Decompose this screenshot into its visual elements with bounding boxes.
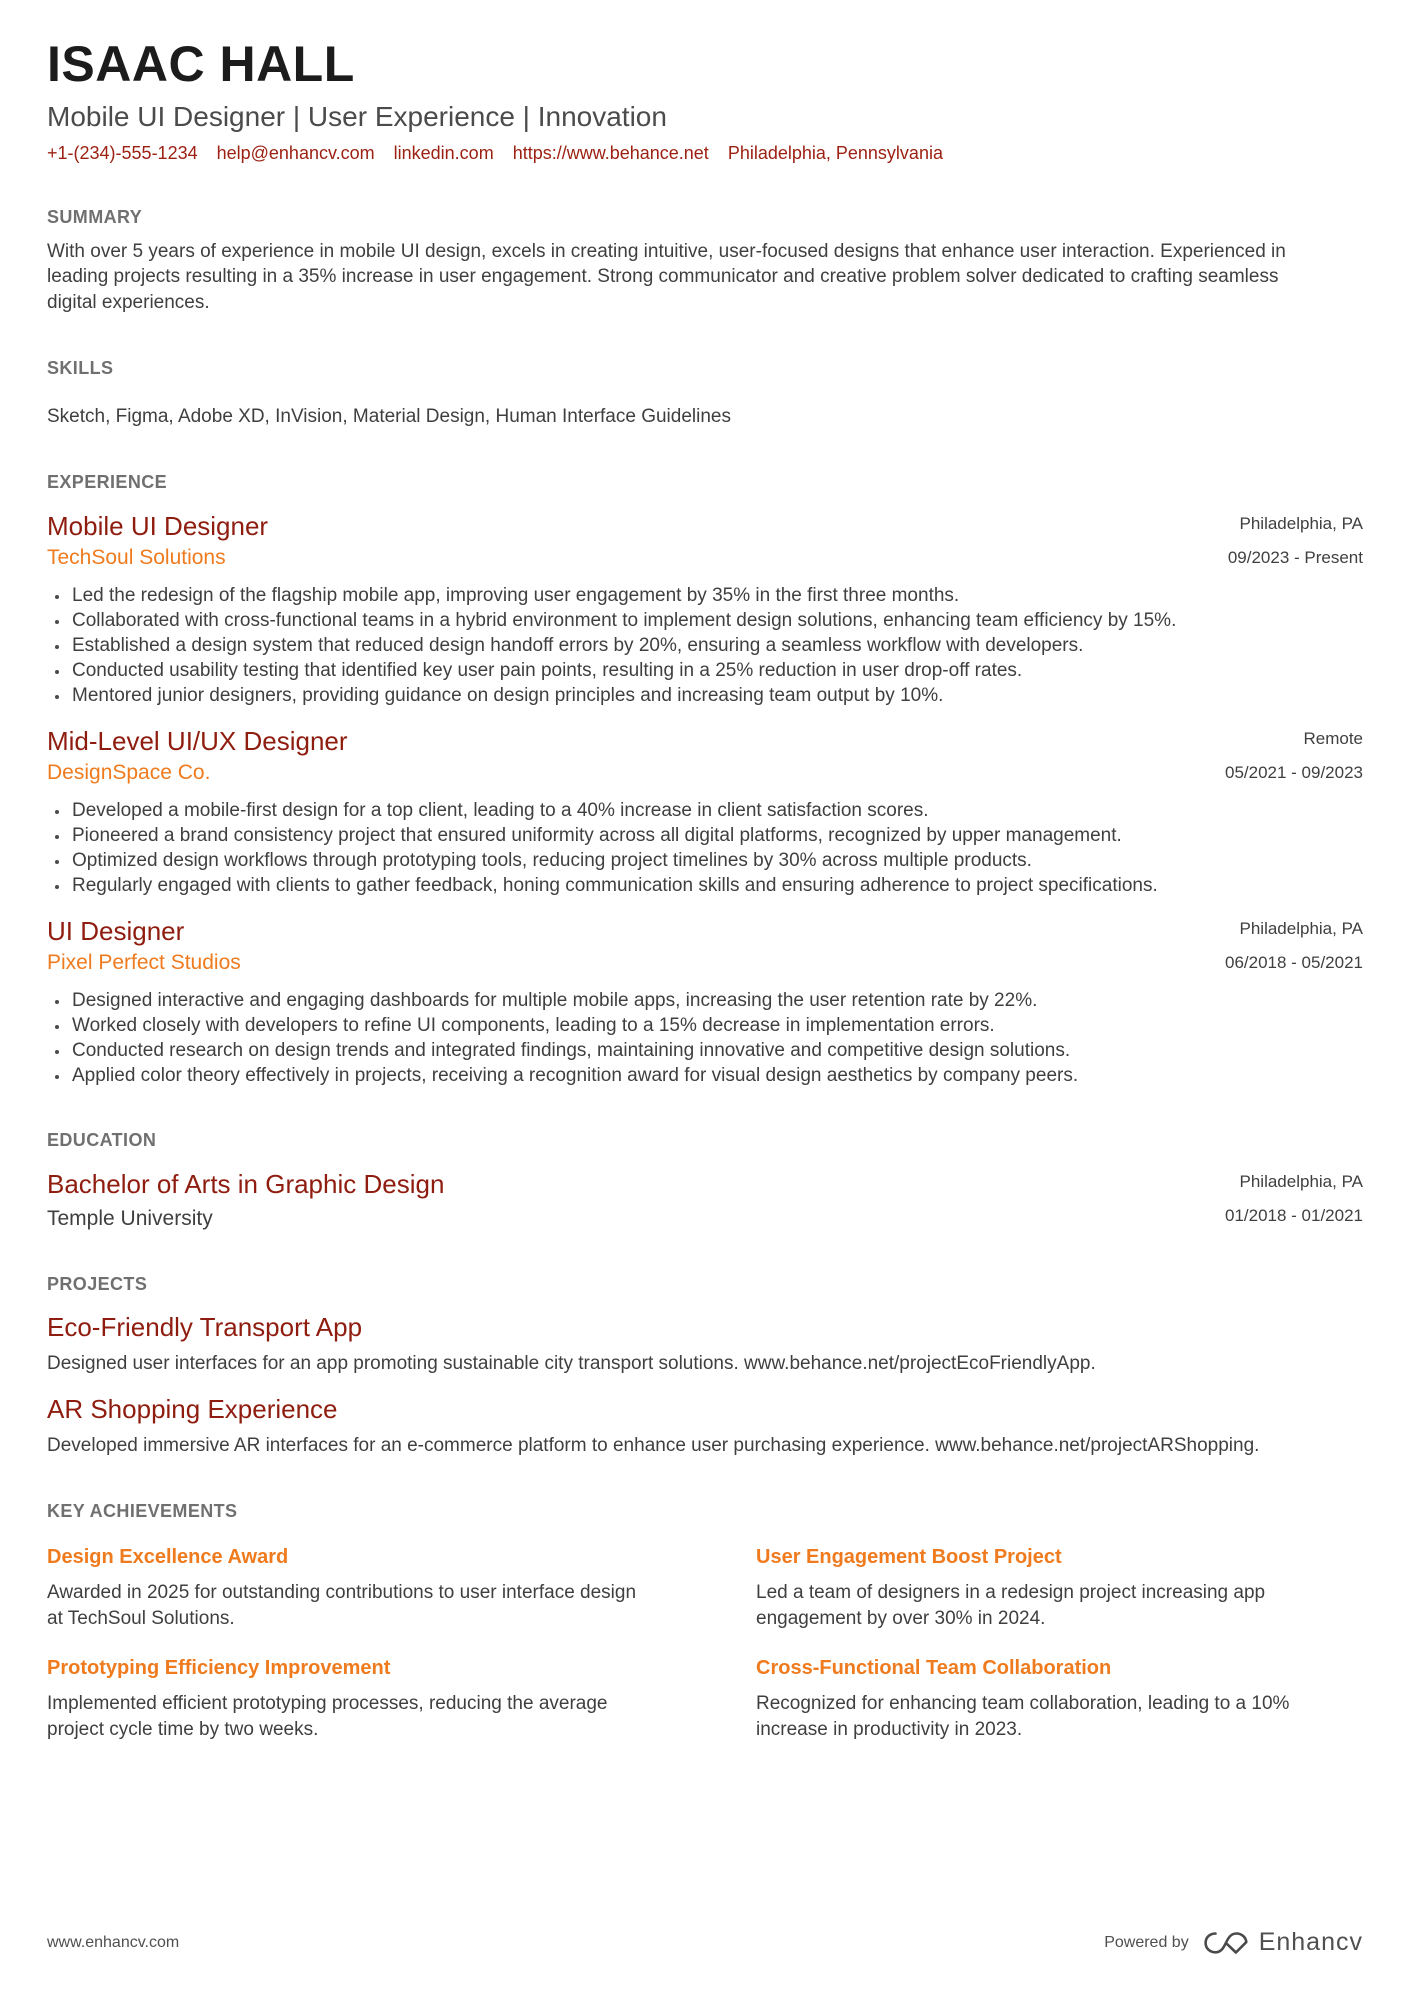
education-dates: 01/2018 - 01/2021 (1224, 1206, 1363, 1226)
powered-by-label: Powered by (1104, 1933, 1189, 1951)
achievement-title: Prototyping Efficiency Improvement (47, 1656, 391, 1679)
job-bullet: • Worked closely with developers to refine UI components, leading to a 15% decrease in implementation errors. (70, 1013, 1363, 1038)
contact-item[interactable]: help@enhancv.com (216, 143, 375, 164)
candidate-headline: Mobile UI Designer | User Experience | Innovation (47, 100, 667, 132)
achievements-section (47, 1501, 1363, 1743)
experience-entries (47, 510, 1363, 1088)
project-entry (47, 1311, 1363, 1377)
skills-section (47, 358, 1363, 430)
company-name: DesignSpace Co. (47, 761, 211, 785)
job-location: Philadelphia, PA (1239, 918, 1363, 938)
job-bullet: • Conducted research on design trends and integrated findings, maintaining innovative and competitive design solutions. (70, 1038, 1363, 1063)
job-bullets (47, 798, 1363, 898)
resume-header (47, 38, 1363, 165)
enhancv-brand (1202, 1928, 1363, 1957)
enhancv-site-link[interactable]: www.enhancv.com (47, 1933, 180, 1951)
job-location: Remote (1303, 728, 1363, 748)
experience-entry (47, 725, 1363, 898)
job-dates: 06/2018 - 05/2021 (1224, 953, 1363, 973)
job-bullet: • Applied color theory effectively in projects, receiving a recognition award for visual design aesthetics by company peers. (70, 1063, 1363, 1088)
job-bullet: • Developed a mobile-first design for a top client, leading to a 40% increase in client satisfaction scores. (70, 798, 1363, 823)
achievement-entry (756, 1655, 1363, 1743)
education-heading: EDUCATION (47, 1130, 157, 1151)
contact-item[interactable]: +1-(234)-555-1234 (47, 143, 198, 164)
job-title: Mobile UI Designer (47, 510, 269, 541)
project-title: AR Shopping Experience (47, 1393, 338, 1424)
education-location: Philadelphia, PA (1239, 1172, 1363, 1192)
job-bullets (47, 988, 1363, 1088)
job-dates: 05/2021 - 09/2023 (1224, 763, 1363, 782)
achievements-heading: KEY ACHIEVEMENTS (47, 1501, 238, 1522)
projects-section (47, 1274, 1363, 1459)
achievement-entry (47, 1655, 654, 1743)
job-bullet: • Conducted usability testing that identified key user pain points, resulting in a 25% reduction in user drop-off rates. (70, 658, 1363, 683)
job-title: UI Designer (47, 915, 185, 946)
school-name: Temple University (47, 1206, 213, 1230)
achievement-description: Awarded in 2025 for outstanding contributions to user interface design at TechSoul Solutions. (47, 1582, 637, 1630)
project-description: Designed user interfaces for an app promoting sustainable city transport solutions. www.behance.net/projectEcoFriendlyApp. (47, 1353, 1096, 1375)
contact-row (47, 142, 1363, 165)
projects-heading: PROJECTS (47, 1273, 148, 1294)
summary-text: With over 5 years of experience in mobile UI design, excels in creating intuitive, user-focused designs that enhance user interaction. Experienced in leading projects resulting in a 35% increase in user engagement. Strong communicator and creative problem solver dedicated to crafting seamless digital experiences. (47, 240, 1286, 314)
project-description: Developed immersive AR interfaces for an e-commerce platform to enhance user purchasing experience. www.behance.net/projectARShopping. (47, 1435, 1260, 1457)
company-name: TechSoul Solutions (47, 546, 226, 570)
job-bullet: • Led the redesign of the flagship mobile app, improving user engagement by 35% in the first three months. (70, 583, 1363, 608)
job-location: Philadelphia, PA (1239, 513, 1363, 533)
achievement-description: Recognized for enhancing team collaboration, leading to a 10% increase in productivity in 2023. (756, 1692, 1290, 1740)
page-footer (47, 1928, 1363, 1957)
project-entries (47, 1311, 1363, 1459)
company-name: Pixel Perfect Studios (47, 951, 241, 975)
experience-entry (47, 510, 1363, 708)
experience-heading: EXPERIENCE (47, 471, 168, 492)
job-bullet: • Mentored junior designers, providing guidance on design principles and increasing team output by 10%. (70, 683, 1363, 708)
education-entry (47, 1168, 1363, 1232)
job-title: Mid-Level UI/UX Designer (47, 725, 348, 756)
achievement-description: Led a team of designers in a redesign project increasing app engagement by over 30% in 2024. (756, 1582, 1266, 1630)
summary-section (47, 207, 1363, 316)
powered-by-group (1104, 1928, 1363, 1957)
experience-entry (47, 915, 1363, 1088)
education-section (47, 1130, 1363, 1232)
summary-heading: SUMMARY (47, 206, 143, 227)
skills-list: Sketch, Figma, Adobe XD, InVision, Material Design, Human Interface Guidelines (47, 406, 731, 428)
candidate-name: ISAAC HALL (47, 36, 355, 92)
achievement-description: Implemented efficient prototyping processes, reducing the average project cycle time by two weeks. (47, 1692, 608, 1740)
achievement-title: Design Excellence Award (47, 1546, 289, 1569)
job-bullet: • Optimized design workflows through prototyping tools, reducing project timelines by 30% across multiple products. (70, 848, 1363, 873)
achievement-title: User Engagement Boost Project (756, 1546, 1062, 1569)
job-bullet: • Established a design system that reduced design handoff errors by 20%, ensuring a seamless workflow with developers. (70, 633, 1363, 658)
achievement-title: Cross-Functional Team Collaboration (756, 1656, 1112, 1679)
enhancv-logo-icon (1202, 1930, 1250, 1956)
contact-item[interactable]: https://www.behance.net (512, 143, 709, 164)
skills-heading: SKILLS (47, 358, 114, 379)
experience-section (47, 472, 1363, 1088)
job-bullets (47, 583, 1363, 708)
contact-item[interactable]: linkedin.com (393, 143, 494, 164)
achievement-entry (47, 1544, 654, 1632)
project-title: Eco-Friendly Transport App (47, 1311, 363, 1342)
job-bullet: • Collaborated with cross-functional teams in a hybrid environment to implement design solutions, enhancing team efficiency by 15%. (70, 608, 1363, 633)
project-entry (47, 1393, 1363, 1459)
job-dates: 09/2023 - Present (1227, 547, 1363, 567)
degree-title: Bachelor of Arts in Graphic Design (47, 1169, 445, 1200)
job-bullet: • Designed interactive and engaging dashboards for multiple mobile apps, increasing the user retention rate by 22%. (70, 988, 1363, 1013)
job-bullet: • Regularly engaged with clients to gather feedback, honing communication skills and ensuring adherence to project specifications. (70, 873, 1363, 898)
contact-item[interactable]: Philadelphia, Pennsylvania (727, 143, 943, 164)
achievement-entry (756, 1544, 1363, 1632)
enhancv-wordmark: Enhancv (1258, 1928, 1363, 1956)
achievements-grid (47, 1522, 1363, 1743)
job-bullet: • Pioneered a brand consistency project that ensured uniformity across all digital platforms, recognized by upper management. (70, 823, 1363, 848)
